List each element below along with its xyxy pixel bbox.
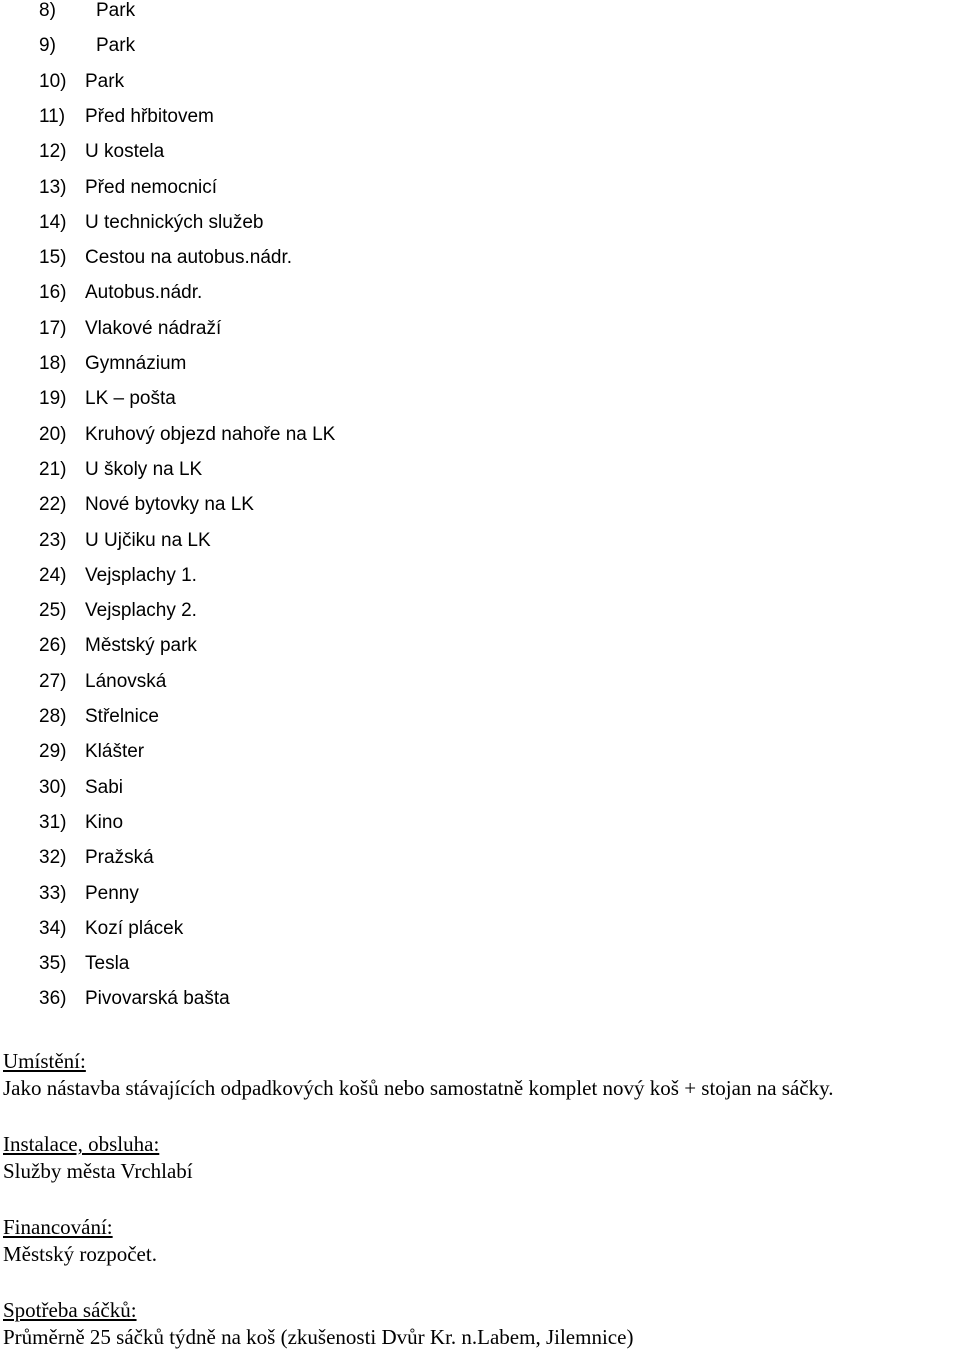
list-item-label: U kostela	[85, 141, 165, 163]
list-item-number: 13)	[39, 176, 67, 198]
list-item	[39, 35, 135, 65]
list-item-label: Nové bytovky na LK	[85, 494, 254, 516]
list-item-number: 27)	[39, 670, 67, 692]
section-umisteni	[3, 1048, 833, 1102]
list-item	[39, 318, 221, 348]
list-item-number: 15)	[39, 247, 67, 269]
list-item-number: 32)	[39, 847, 67, 869]
list-item	[39, 530, 211, 560]
list-item	[39, 635, 197, 665]
list-item	[39, 565, 197, 595]
list-item	[39, 141, 164, 171]
list-item-number: 19)	[39, 388, 67, 410]
list-item-number: 23)	[39, 529, 67, 551]
list-item-label: Lánovská	[85, 670, 167, 692]
section-body-financovani: Městský rozpočet.	[3, 1242, 157, 1266]
list-item-label: Střelnice	[85, 706, 159, 727]
list-item-number: 20)	[39, 423, 67, 445]
list-item-label: Vejsplachy 1.	[85, 564, 197, 586]
list-item-label: Kruhový objezd nahoře na LK	[85, 423, 336, 445]
list-item-label: Městský park	[85, 635, 197, 657]
list-item-number: 8)	[39, 0, 56, 21]
list-item	[39, 741, 144, 771]
list-item	[39, 177, 217, 207]
list-item-label: Pražská	[85, 847, 154, 869]
list-item	[39, 777, 123, 807]
section-body-spotreba: Průměrně 25 sáčků týdně na koš (zkušenosti Dvůr Kr. n.Labem, Jilemnice)	[3, 1325, 634, 1349]
section-spotreba	[3, 1297, 833, 1351]
section-body-instalace: Služby města Vrchlabí	[3, 1159, 193, 1183]
list-item	[39, 388, 176, 418]
list-item	[39, 847, 154, 877]
list-item	[39, 459, 202, 489]
list-item-label: Autobus.nádr.	[85, 282, 203, 304]
list-item-number: 30)	[39, 776, 67, 798]
list-item-number: 12)	[39, 141, 67, 163]
list-item	[39, 953, 129, 983]
list-item-number: 29)	[39, 741, 67, 763]
list-item-label: Park	[96, 35, 136, 57]
list-item-number: 9)	[39, 35, 56, 57]
section-heading-instalace: Instalace, obsluha:	[3, 1132, 160, 1156]
list-item-label: Klášter	[85, 741, 145, 763]
list-item-number: 14)	[39, 211, 67, 233]
list-item-label: Kino	[85, 811, 124, 833]
section-heading-financovani: Financování:	[3, 1215, 113, 1239]
list-item-label: U technických služeb	[85, 211, 264, 233]
list-item	[39, 424, 335, 454]
list-item-label: Pivovarská bašta	[85, 988, 230, 1010]
list-item-number: 34)	[39, 917, 67, 939]
list-item-number: 31)	[39, 811, 67, 833]
list-item-number: 24)	[39, 564, 67, 586]
list-item-number: 28)	[39, 706, 67, 727]
list-item-number: 36)	[39, 988, 67, 1010]
list-item	[39, 812, 123, 842]
list-item-label: U školy na LK	[85, 458, 203, 480]
list-item-label: Sabi	[85, 776, 124, 798]
list-item-number: 16)	[39, 282, 67, 304]
list-item-label: Penny	[85, 882, 139, 904]
details-sections	[3, 1048, 833, 1351]
list-item-number: 35)	[39, 953, 67, 975]
list-item-number: 17)	[39, 317, 67, 339]
list-item	[39, 212, 263, 242]
list-item-label: U Ujčiku na LK	[85, 529, 211, 551]
list-item-label: Tesla	[85, 953, 130, 975]
list-item	[39, 353, 186, 383]
list-item-label: Před hřbitovem	[85, 105, 214, 127]
list-item	[39, 706, 159, 736]
list-item	[39, 282, 202, 312]
list-item-label: LK – pošta	[85, 388, 176, 410]
list-item	[39, 918, 183, 948]
list-item	[39, 600, 197, 630]
list-item-number: 25)	[39, 600, 67, 622]
list-item-number: 11)	[39, 105, 66, 127]
section-instalace	[3, 1131, 833, 1185]
list-item-number: 10)	[39, 70, 67, 92]
list-item-number: 21)	[39, 458, 67, 480]
list-item	[39, 0, 135, 30]
list-item	[39, 247, 292, 277]
list-item-label: Vlakové nádraží	[85, 317, 222, 339]
section-financovani	[3, 1214, 833, 1268]
list-item-number: 22)	[39, 494, 67, 516]
list-item	[39, 988, 230, 1018]
section-body-umisteni: Jako nástavba stávajících odpadkových košů nebo samostatně komplet nový koš + stojan na sáčky.	[3, 1076, 834, 1100]
list-item	[39, 671, 166, 701]
section-heading-umisteni: Umístění:	[3, 1049, 86, 1073]
list-item-number: 26)	[39, 635, 67, 657]
list-item-label: Gymnázium	[85, 353, 187, 374]
list-item	[39, 106, 214, 136]
list-item-label: Před nemocnicí	[85, 176, 218, 198]
list-item-label: Cestou na autobus.nádr.	[85, 247, 293, 269]
list-item-label: Park	[85, 70, 125, 92]
list-item-label: Park	[96, 0, 136, 21]
list-item	[39, 494, 254, 524]
list-item	[39, 883, 139, 913]
section-heading-spotreba: Spotřeba sáčků:	[3, 1298, 137, 1322]
list-item	[39, 71, 124, 101]
list-item-number: 18)	[39, 353, 67, 374]
list-item-label: Vejsplachy 2.	[85, 600, 197, 622]
list-item-number: 33)	[39, 882, 67, 904]
list-item-label: Kozí plácek	[85, 917, 184, 939]
